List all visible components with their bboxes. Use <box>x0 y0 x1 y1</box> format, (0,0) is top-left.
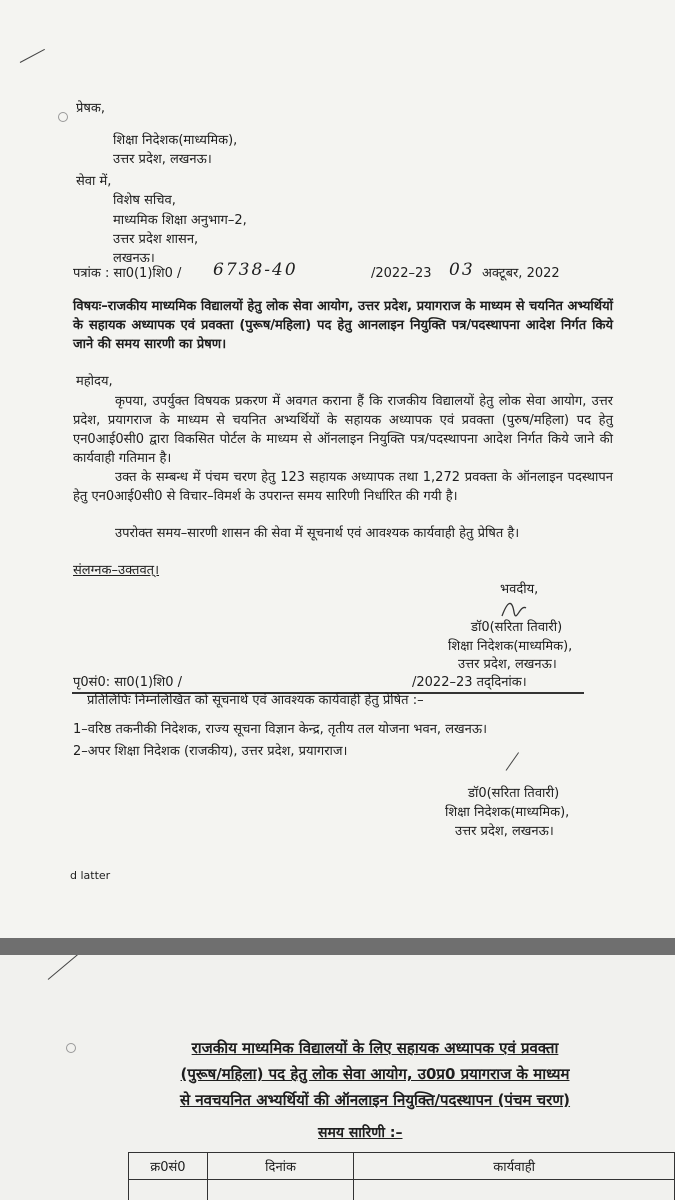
signatory-title: शिक्षा निदेशक(माध्यमिक), <box>448 639 573 654</box>
handwritten-day: 03 <box>449 260 475 280</box>
signatory-name: डॉ0(सरिता तिवारी) <box>468 786 560 801</box>
table-cell <box>207 1180 353 1200</box>
closing: भवदीय, <box>500 582 539 597</box>
from-label: प्रेषक, <box>76 101 106 116</box>
signature-mark <box>500 598 528 620</box>
copy-item: 2–अपर शिक्षा निदेशक (राजकीय), उत्तर प्रदेश, प्रयागराज। <box>73 744 348 759</box>
copy-reference: पृ0सं0: सा0(1)शि0 / <box>73 675 183 690</box>
schedule-table <box>128 1152 675 1200</box>
punch-hole <box>58 112 68 122</box>
to-label: सेवा में, <box>76 174 112 189</box>
table-header-row <box>129 1153 675 1180</box>
subject: विषयः–राजकीय माध्यमिक विद्यालयों हेतु लोक सेवा आयोग, उत्तर प्रदेश, प्रयागराज के माध्यम से चयनित अभ्यर्थियों के सहायक अध्यापक एवं प्रवक्ता (पुरूष/महिला) पद हेतु आनलाइन नियुक्ति पत्र/पदस्थापना आदेश निर्गत किये जाने की समय सारणी का प्रेषण। <box>73 299 613 352</box>
schedule-page <box>0 955 675 1200</box>
paragraph-3: उपरोक्त समय–सारणी शासन की सेवा में सूचनार्थ एवं आवश्यक कार्यवाही हेतु प्रेषित है। <box>115 526 520 541</box>
to-line: उत्तर प्रदेश शासन, <box>113 232 199 247</box>
reference-prefix: पत्रांक : सा0(1)शि0 / <box>73 266 182 281</box>
signatory-place: उत्तर प्रदेश, लखनऊ। <box>458 657 557 672</box>
copy-item: 1–वरिष्ठ तकनीकी निदेशक, राज्य सूचना विज्ञान केन्द्र, तृतीय तल योजना भवन, लखनऊ। <box>73 722 487 737</box>
paragraph-1: कृपया, उपर्युक्त विषयक प्रकरण में अवगत कराना हैं कि राजकीय विद्यालयों हेतु लोक सेवा आयोग, उत्तर प्रदेश, प्रयागराज के माध्यम से चयनित अभ्यर्थियों के सहायक अध्यापक एवं प्रवक्ता (पुरुष/महिला) पद हेतु एन0आई0सी0 द्वारा विकसित पोर्टल के माध्यम से ऑनलाइन नियुक्ति पत्र/पदस्थापना आदेश निर्गत किये जाने की कार्यवाही गतिमान है। <box>73 394 613 466</box>
table-row <box>129 1180 675 1200</box>
table-cell <box>129 1180 208 1200</box>
signatory-title: शिक्षा निदेशक(माध्यमिक), <box>445 805 570 820</box>
reference-year: /2022–23 <box>371 266 432 281</box>
to-line: माध्यमिक शिक्षा अनुभाग–2, <box>113 213 247 228</box>
enclosure: संलग्नक–उक्तवत्। <box>73 563 160 578</box>
schedule-title-line: से नवचयनित अभ्यर्थियों की ऑनलाइन नियुक्ति/पदस्थापन (पंचम चरण) <box>179 1091 571 1109</box>
column-header: दिनांक <box>207 1153 353 1180</box>
column-header: क्र0सं0 <box>129 1153 208 1180</box>
table-cell <box>354 1180 675 1200</box>
footer-note: d latter <box>70 869 111 882</box>
salutation: महोदय, <box>76 374 113 389</box>
from-line: शिक्षा निदेशक(माध्यमिक), <box>113 133 238 148</box>
handwritten-letter-number: 6738-40 <box>213 260 298 280</box>
schedule-title-line: (पुरूष/महिला) पद हेतु लोक सेवा आयोग, उ0प्र0 प्रयागराज के माध्यम <box>180 1065 570 1083</box>
signature-mark <box>506 752 519 771</box>
pen-mark <box>20 49 45 63</box>
copy-intro: प्रतिलिपिः निम्नलिखित को सूचनार्थ एवं आवश्यक कार्यवाही हेतु प्रेषित :– <box>87 693 424 708</box>
from-line: उत्तर प्रदेश, लखनऊ। <box>113 152 212 167</box>
signatory-name: डॉ0(सरिता तिवारी) <box>471 620 563 635</box>
paragraph-2: उक्त के सम्बन्ध में पंचम चरण हेतु 123 सहायक अध्यापक तथा 1,272 प्रवक्ता के ऑनलाइन पदस्थापन हेतु एन0आई0सी0 से विचार–विमर्श के उपरान्त समय सारिणी निर्धारित की गयी है। <box>73 470 613 504</box>
column-header: कार्यवाही <box>354 1153 675 1180</box>
to-line: विशेष सचिव, <box>113 193 176 208</box>
pen-mark <box>48 955 79 980</box>
to-line: लखनऊ। <box>113 251 155 266</box>
schedule-subtitle: समय सारिणी :– <box>318 1125 403 1141</box>
copy-date: /2022–23 तद्‌दिनांक। <box>412 675 527 690</box>
reference-date: अक्टूबर, 2022 <box>482 266 560 281</box>
signatory-place: उत्तर प्रदेश, लखनऊ। <box>455 824 554 839</box>
schedule-title-line: राजकीय माध्यमिक विद्यालयों के लिए सहायक अध्यापक एवं प्रवक्ता <box>191 1039 559 1057</box>
punch-hole <box>66 1043 76 1053</box>
